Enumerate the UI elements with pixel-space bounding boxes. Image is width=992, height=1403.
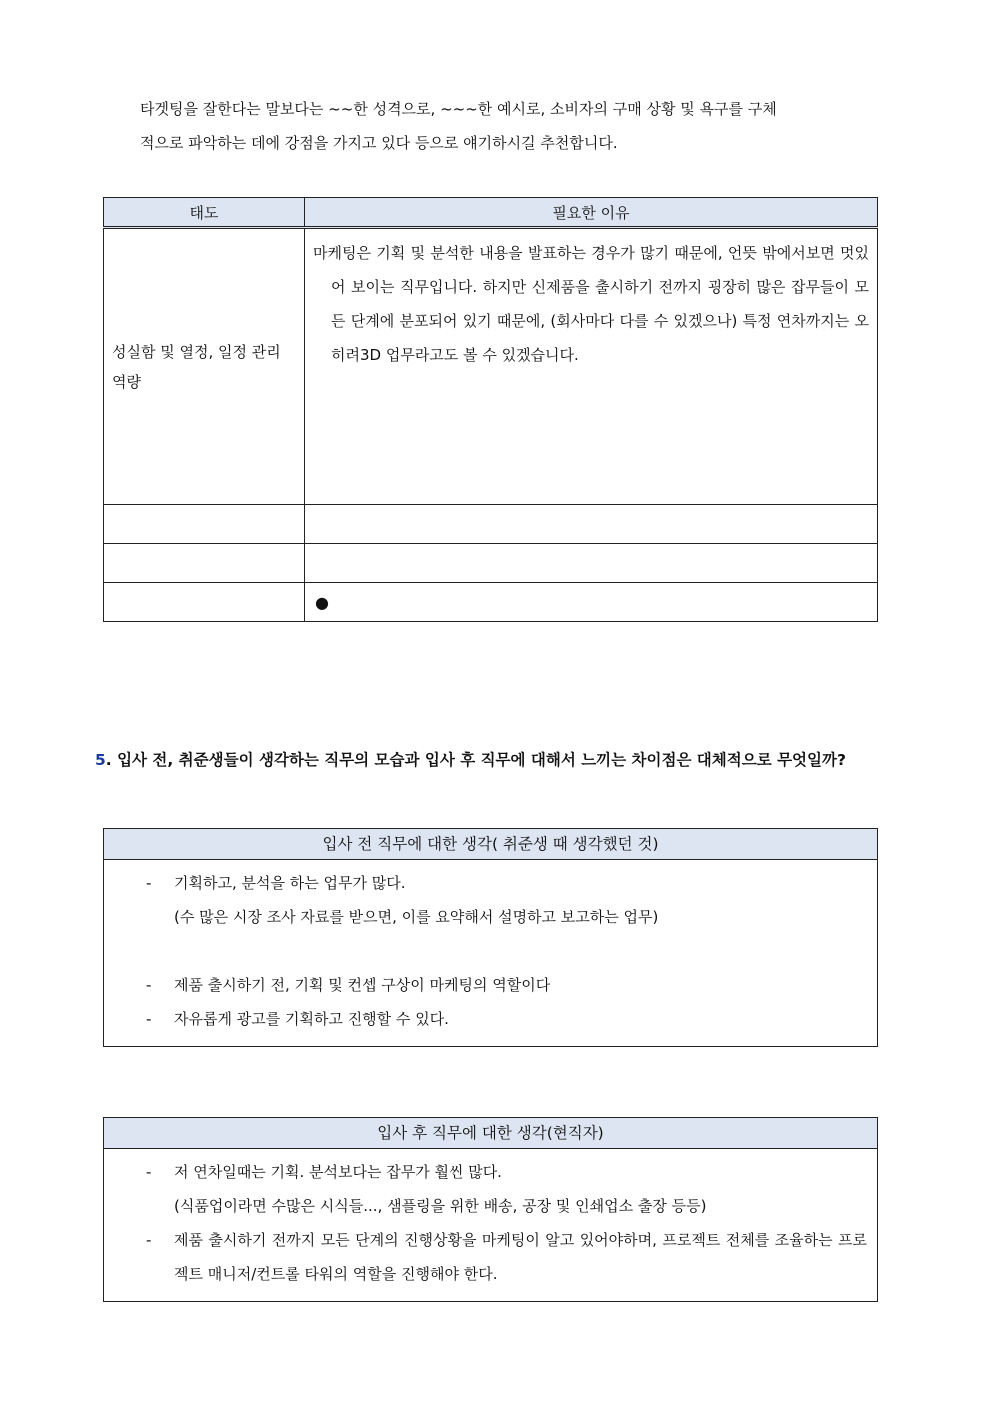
list-item xyxy=(104,1002,877,1036)
question-text: . 입사 전, 취준생들이 생각하는 직무의 모습과 입사 후 직무에 대해서 느끼는 차이점은 대체적으로 무엇일까? xyxy=(105,751,846,769)
before-box-title: 입사 전 직무에 대한 생각( 취준생 때 생각했던 것) xyxy=(104,829,878,860)
bullet-icon: ● xyxy=(315,592,329,612)
after-box-title: 입사 후 직무에 대한 생각(현직자) xyxy=(104,1118,878,1149)
empty-cell xyxy=(104,544,305,583)
list-item xyxy=(104,866,877,900)
before-joining-box xyxy=(103,828,878,1047)
table-row-empty xyxy=(104,505,878,544)
question-5-heading xyxy=(95,745,900,775)
dash-bullet: - xyxy=(146,1163,152,1181)
empty-cell xyxy=(305,544,878,583)
list-item xyxy=(104,968,877,1002)
dash-bullet: - xyxy=(146,1010,152,1028)
list-item xyxy=(104,1223,877,1291)
header-reason: 필요한 이유 xyxy=(305,198,878,228)
reason-cell xyxy=(305,228,878,505)
intro-line-2: 적으로 파악하는 데에 강점을 가지고 있다 등으로 얘기하시길 추천합니다. xyxy=(140,134,618,152)
empty-cell xyxy=(104,583,305,622)
header-attitude: 태도 xyxy=(104,198,305,228)
table-row-empty xyxy=(104,544,878,583)
dash-bullet: - xyxy=(146,976,152,994)
item-text: 제품 출시하기 전까지 모든 단계의 진행상황을 마케팅이 알고 있어야하며, 프로젝트 전체를 조율하는 프로젝트 매니저/컨트롤 타워의 역할을 진행해야 한다. xyxy=(174,1231,867,1283)
item-text: 기획하고, 분석을 하는 업무가 많다. xyxy=(174,874,406,892)
table-row xyxy=(104,228,878,505)
attitude-table-header xyxy=(104,198,878,228)
empty-cell xyxy=(104,505,305,544)
spacer xyxy=(104,934,877,968)
list-item-sub: (수 많은 시장 조사 자료를 받으면, 이를 요약해서 설명하고 보고하는 업무) xyxy=(174,908,659,926)
after-joining-box xyxy=(103,1117,878,1302)
item-text: 제품 출시하기 전, 기획 및 컨셉 구상이 마케팅의 역할이다 xyxy=(174,976,551,994)
list-item xyxy=(104,1155,877,1189)
item-text: 자유롭게 광고를 기획하고 진행할 수 있다. xyxy=(174,1010,449,1028)
reason-text: 마케팅은 기획 및 분석한 내용을 발표하는 경우가 많기 때문에, 언뜻 밖에서보면 멋있어 보이는 직무입니다. 하지만 신제품을 출시하기 전까지 굉장히 많은 잡무들이 모든 단계에 분포되어 있기 때문에, (회사마다 다를 수 있겠으나) 특정 연차까지는 오히려3D 업무라고도 볼 수 있겠습니다. xyxy=(313,244,869,364)
attitude-table xyxy=(103,197,878,622)
list-item-sub: (식품업이라면 수많은 시식들..., 샘플링을 위한 배송, 공장 및 인쇄업소 출장 등등) xyxy=(174,1197,707,1215)
attitude-cell: 성실함 및 열정, 일정 관리 역량 xyxy=(104,228,305,505)
item-text: 저 연차일때는 기획. 분석보다는 잡무가 훨씬 많다. xyxy=(174,1163,502,1181)
empty-cell xyxy=(305,505,878,544)
dash-bullet: - xyxy=(146,874,152,892)
before-box-content xyxy=(104,860,878,1047)
intro-paragraph xyxy=(140,92,896,160)
intro-line-1: 타겟팅을 잘한다는 말보다는 ~~한 성격으로, ~~~한 예시로, 소비자의 구매 상황 및 욕구를 구체 xyxy=(140,100,777,118)
after-box-content xyxy=(104,1149,878,1302)
question-number: 5 xyxy=(95,751,106,769)
dash-bullet: - xyxy=(146,1231,152,1249)
bullet-cell xyxy=(305,583,878,622)
table-row-empty xyxy=(104,583,878,622)
